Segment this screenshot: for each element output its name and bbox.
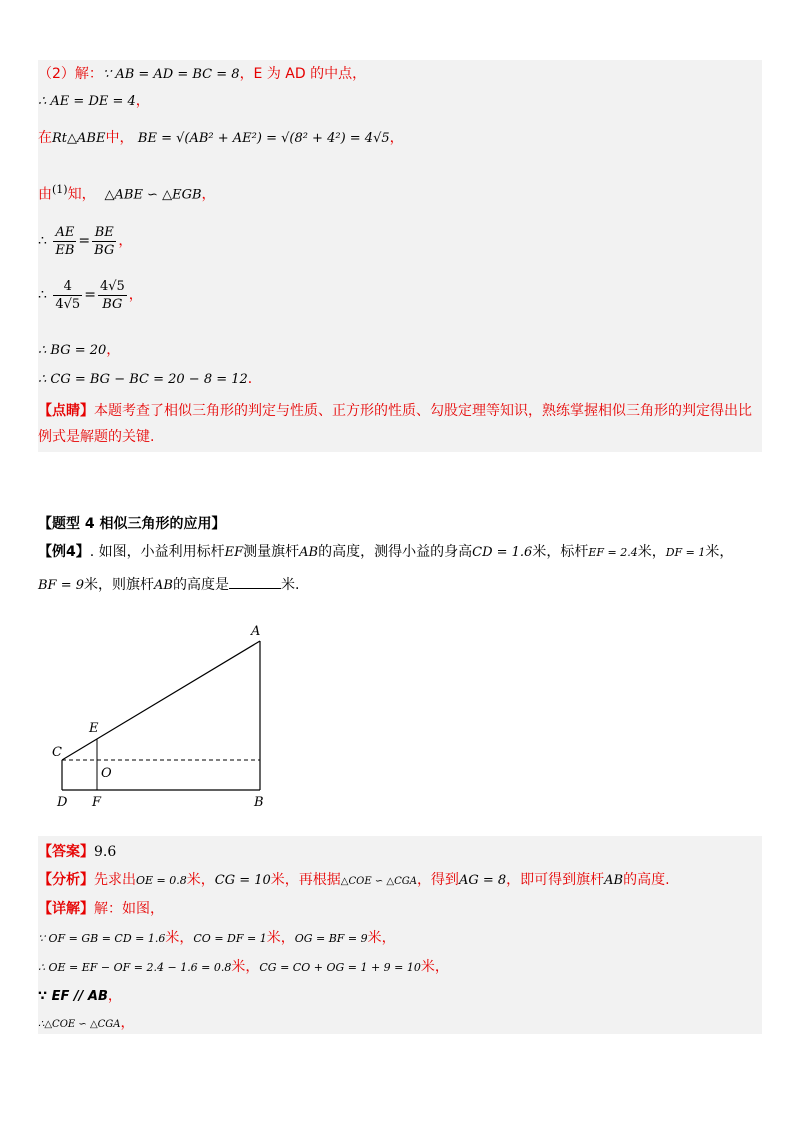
detail-unit: 米， xyxy=(367,930,396,946)
example-ab: AB xyxy=(299,545,319,560)
example-cd-math: CD = 1.6 xyxy=(472,545,533,560)
detail-math: CO = DF = 1 xyxy=(193,932,267,945)
example-line-1 xyxy=(38,542,733,563)
example-ef-math: EF = 2.4 xyxy=(588,546,638,559)
detail-punct: ， xyxy=(120,1015,135,1031)
detail-math: OG = BF = 9 xyxy=(294,932,368,945)
sol-line-2 xyxy=(38,91,150,112)
example-ef: EF xyxy=(224,545,244,560)
sol-be-math: BE = √(AB² + AE²) = √(8² + 4²) = 4√5 xyxy=(137,131,390,146)
label-a: A xyxy=(251,624,261,639)
sol-line-6 xyxy=(38,276,143,314)
example-ab: AB xyxy=(154,578,173,593)
sol-cg-math: ∴ CG = BG − BC = 20 − 8 = 12 xyxy=(38,372,248,387)
answer-line xyxy=(38,842,116,862)
detail-tag: 【详解】 xyxy=(38,901,94,917)
example-text: . 如图，小益利用标杆 xyxy=(89,544,225,560)
answer-value: 9.6 xyxy=(94,844,117,860)
sol-from-text: 由 xyxy=(38,186,52,203)
sol-line-4 xyxy=(38,180,216,206)
sol-line-8 xyxy=(38,369,262,390)
analysis-cg-math: CG = 10 xyxy=(214,873,271,888)
answer-blank xyxy=(229,574,281,589)
fraction-numerator: AE xyxy=(53,224,76,242)
comment-text: 本题考查了相似三角形的判定与性质、正方形的性质、勾股定理等知识，熟练掌握相似三角形的判定得出比例式是解题的关键. xyxy=(38,403,752,445)
label-d: D xyxy=(57,795,68,810)
answer-tag: 【答案】 xyxy=(38,844,94,860)
analysis-line xyxy=(38,870,670,892)
analysis-text: 米，再根据 xyxy=(270,872,341,888)
sol-ref-1: (1) xyxy=(52,183,68,196)
example-line-2 xyxy=(38,574,299,596)
fraction-4root5-bg xyxy=(98,278,127,313)
line-ca xyxy=(62,641,260,760)
fraction-denominator: BG xyxy=(94,242,115,258)
example-df-math: DF = 1 xyxy=(665,546,706,559)
analysis-ab: AB xyxy=(604,873,624,888)
equals-sign: = xyxy=(78,233,91,249)
analysis-text: 的高度. xyxy=(623,872,670,888)
solution-panel xyxy=(38,60,762,452)
fraction-denominator: BG xyxy=(102,296,123,312)
detail-line-1 xyxy=(38,928,396,949)
analysis-oe-math: OE = 0.8 xyxy=(136,874,187,887)
example-tag: 【例4】 xyxy=(38,544,90,560)
sol-midpoint-text: ，E 为 AD 的中点， xyxy=(239,66,367,82)
analysis-similar-math: △COE ∽ △CGA xyxy=(340,876,417,887)
detail-math: ∴ OE = EF − OF = 2.4 − 1.6 = 0.8 xyxy=(38,961,232,974)
example-text: 的高度是 xyxy=(172,577,229,593)
sol-rt-triangle: Rt△ABE xyxy=(52,131,106,146)
label-c: C xyxy=(52,745,62,760)
detail-math: CG = CO + OG = 1 + 9 = 10 xyxy=(259,961,421,974)
sol-punct: ， xyxy=(128,287,143,303)
detail-math: ∵ OF = GB = CD = 1.6 xyxy=(38,932,166,945)
example-text: 米，标杆 xyxy=(532,544,589,560)
detail-line xyxy=(38,899,164,919)
flagpole-figure xyxy=(40,620,280,816)
fraction-be-bg xyxy=(92,224,116,259)
sol-punct: ， xyxy=(106,342,121,358)
sol-punct: ． xyxy=(247,371,262,387)
detail-punct: ， xyxy=(107,988,122,1004)
fraction-numerator: BE xyxy=(92,224,116,242)
therefore-symbol: ∴ xyxy=(38,233,47,249)
sol-part-label: （2）解： xyxy=(38,66,103,82)
sol-punct: ， xyxy=(389,130,404,146)
analysis-text: 先求出 xyxy=(94,872,136,888)
sol-punct: ， xyxy=(201,186,216,203)
example-text: 测量旗杆 xyxy=(243,544,300,560)
sol-given-math: ∵ AB = AD = BC = 8 xyxy=(102,67,240,82)
example-text: 米， xyxy=(637,544,666,560)
comment-paragraph xyxy=(38,398,760,450)
analysis-ag-math: AG = 8 xyxy=(458,873,507,888)
detail-unit: 米， xyxy=(165,930,194,946)
detail-math: ∴△COE ∽ △CGA xyxy=(38,1019,121,1030)
example-text: 米， xyxy=(705,544,734,560)
analysis-tag: 【分析】 xyxy=(38,872,94,888)
therefore-symbol: ∴ xyxy=(38,287,47,303)
label-f: F xyxy=(92,795,102,810)
fraction-4-4root5 xyxy=(53,278,82,313)
sol-similar-math: △ABE ∽ △EGB xyxy=(104,187,202,203)
analysis-text: ，得到 xyxy=(416,872,459,888)
label-b: B xyxy=(254,795,264,810)
label-o: O xyxy=(101,766,112,781)
detail-line-2 xyxy=(38,957,449,978)
sol-in-text: 在 xyxy=(38,130,52,146)
analysis-text: 米， xyxy=(186,872,215,888)
fraction-ae-eb xyxy=(53,224,76,259)
analysis-text: ，即可得到旗杆 xyxy=(506,872,605,888)
example-text: 的高度，测得小益的身高 xyxy=(318,544,473,560)
sol-line-7 xyxy=(38,340,120,361)
detail-line-3 xyxy=(38,986,122,1007)
example-bf-math: BF = 9 xyxy=(38,578,85,593)
sol-line-5 xyxy=(38,222,132,260)
comment-tag: 【点睛】 xyxy=(38,403,94,419)
sol-bg-math: ∴ BG = 20 xyxy=(38,343,107,358)
detail-unit: 米， xyxy=(266,930,295,946)
detail-unit: 米， xyxy=(231,959,260,975)
equals-sign: = xyxy=(84,287,96,303)
fraction-numerator: 4√5 xyxy=(99,278,125,294)
sol-ae-de-math: ∴ AE = DE = 4 xyxy=(38,94,136,109)
detail-text: 解：如图， xyxy=(94,901,164,917)
example-text: 米，则旗杆 xyxy=(84,577,155,593)
sol-middle-text: 中， xyxy=(105,130,134,146)
fraction-denominator: 4√5 xyxy=(55,296,81,312)
example-text: 米. xyxy=(280,577,300,593)
fraction-denominator: EB xyxy=(55,242,75,258)
detail-math: ∵ EF // AB xyxy=(38,989,108,1004)
section-title: 【题型 4 相似三角形的应用】 xyxy=(38,516,226,532)
detail-line-4 xyxy=(38,1013,135,1035)
sol-punct: ， xyxy=(135,93,150,109)
label-e: E xyxy=(89,721,99,736)
sol-line-1 xyxy=(38,64,366,85)
sol-punct: ， xyxy=(118,233,133,249)
sol-line-3 xyxy=(38,128,404,149)
sol-know-text: 知， xyxy=(67,186,96,203)
detail-unit: 米， xyxy=(420,959,449,975)
fraction-numerator: 4 xyxy=(53,278,82,296)
